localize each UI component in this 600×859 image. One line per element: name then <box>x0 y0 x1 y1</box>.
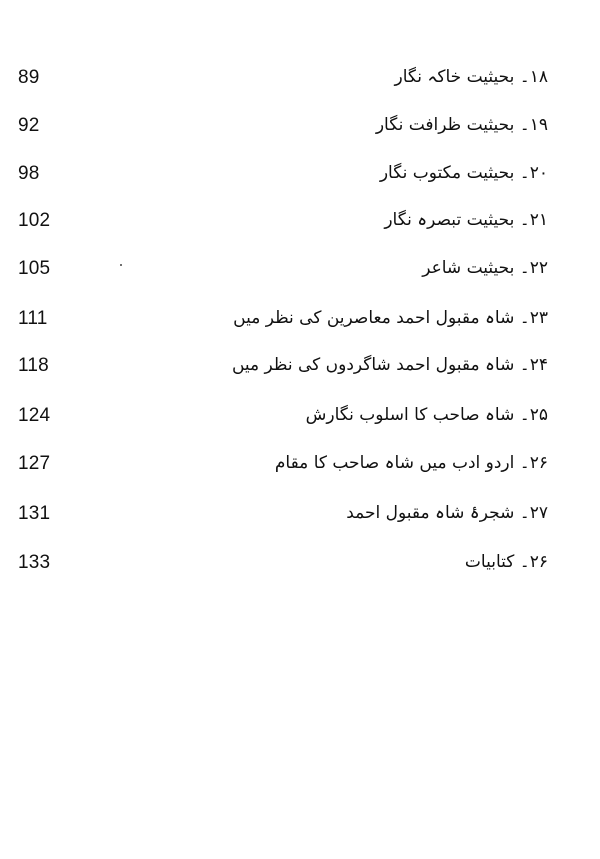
toc-row <box>0 156 600 196</box>
chapter-title: ۲۲۔ بحیثیت شاعر <box>422 258 548 278</box>
page-number: 98 <box>18 163 40 184</box>
chapter-title: ۲۶۔ کتابیات <box>464 552 548 572</box>
chapter-title: ۲۰۔ بحیثیت مکتوب نگار <box>379 163 548 183</box>
page-number: 105 <box>18 258 51 279</box>
chapter-title: ۲۵۔ شاہ صاحب کا اسلوب نگارش <box>305 405 548 425</box>
toc-row <box>0 398 600 438</box>
page-number: 127 <box>18 453 51 474</box>
toc-row <box>0 60 600 100</box>
toc-row <box>0 446 600 486</box>
chapter-title: ۱۸۔ بحیثیت خاکہ نگار <box>394 67 548 87</box>
toc-row <box>0 203 600 243</box>
toc-row <box>0 108 600 148</box>
page-number: 102 <box>18 210 51 231</box>
scan-speck <box>120 264 122 266</box>
page-number: 124 <box>18 405 51 426</box>
toc-row <box>0 251 600 291</box>
chapter-title: ۲۳۔ شاہ مقبول احمد معاصرین کی نظر میں <box>233 308 548 328</box>
chapter-title: ۲۷۔ شجرۂ شاہ مقبول احمد <box>346 503 548 523</box>
toc-row <box>0 545 600 585</box>
chapter-title: ۲۱۔ بحیثیت تبصرہ نگار <box>384 210 548 230</box>
chapter-title: ۲۴۔ شاہ مقبول احمد شاگردوں کی نظر میں <box>231 355 548 375</box>
page-number: 131 <box>18 503 51 524</box>
page-number: 133 <box>18 552 51 573</box>
chapter-title: ۱۹۔ بحیثیت ظرافت نگار <box>375 115 548 135</box>
toc-row <box>0 496 600 536</box>
chapter-title: ۲۶۔ اردو ادب میں شاہ صاحب کا مقام <box>274 453 548 473</box>
toc-row <box>0 348 600 388</box>
toc-row <box>0 301 600 341</box>
page-number: 92 <box>18 115 40 136</box>
page-number: 118 <box>18 355 49 376</box>
page-number: 89 <box>18 67 40 88</box>
page-number: 111 <box>18 308 48 329</box>
